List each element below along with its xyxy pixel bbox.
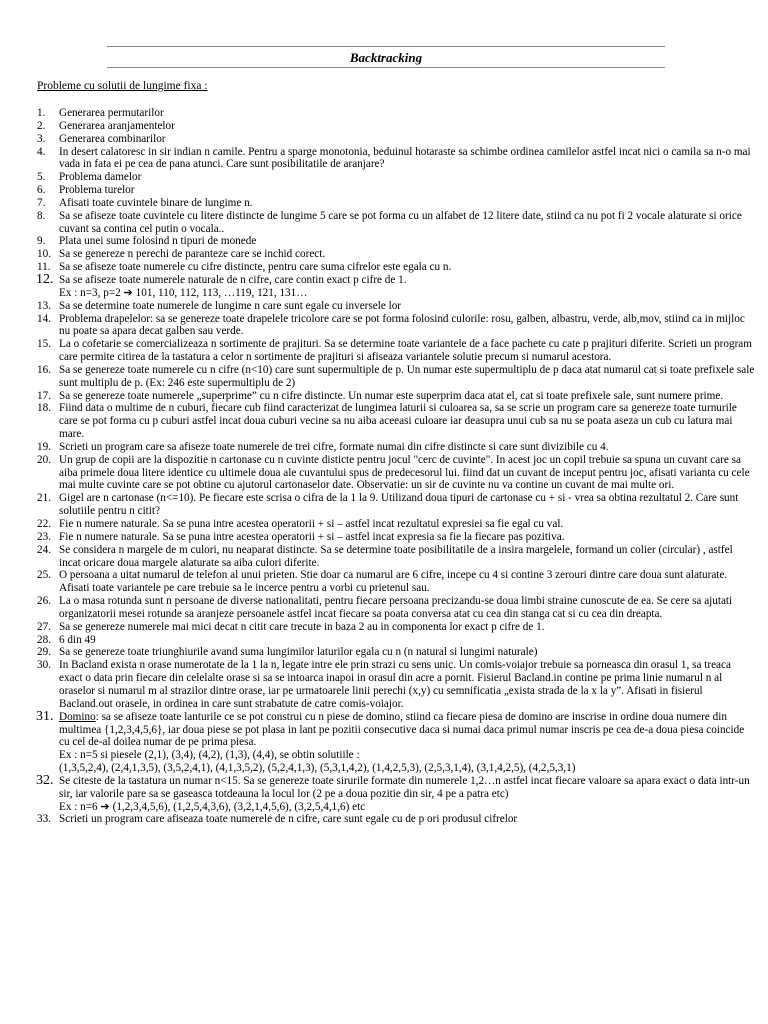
problem-example: Ex : n=3, p=2 ➔ 101, 110, 112, 113, …119, 121, 131… — [59, 286, 308, 299]
problem-text: Sa se genereze n perechi de paranteze care se inchid corect. — [59, 248, 326, 261]
problem-text: Se considera n margele de m culori, nu neaparat distincte. Sa se determine toate posibilitatile de a insira margelele, formand un colier (circular) , astfel incat oricare doua margele alaturate sa aiba culori diferite. — [59, 543, 733, 569]
problem-number: 31. — [36, 708, 54, 724]
problem-label: Domino — [59, 710, 96, 723]
problem-item — [0, 813, 768, 826]
problem-number: 24. — [37, 543, 51, 556]
problem-number: 21. — [37, 492, 51, 505]
problem-number: 1. — [37, 107, 46, 119]
problem-item — [0, 772, 768, 814]
problem-item — [0, 646, 768, 659]
problem-text: Scrieti un program care afiseaza toate numerele de n cifre, care sunt egale cu de p ori produsul cifrelor — [59, 813, 518, 826]
problem-text: La o masa rotunda sunt n persoane de diverse nationalitati, pentru fiecare persoana precizandu-se doua limbi straine cunoscute de ea. Se cere sa ajutati organizatorii mesei rotunde sa aranjeze persoanele astfel incat fiecare sa poata conversa atat cu cea din stanga cat si cu cea din dreapta. — [59, 595, 733, 620]
problem-number: 33. — [37, 813, 51, 826]
problem-number: 15. — [37, 338, 51, 351]
problem-number: 4. — [37, 145, 46, 158]
problem-text: Afisati toate cuvintele binare de lungime n. — [59, 196, 253, 209]
problem-number: 23. — [37, 530, 51, 543]
problem-text: Fie n numere naturale. Sa se puna intre acestea operatorii + si – astfel incat rezultatul expresiei sa fie egal cu val. — [59, 518, 564, 530]
problem-text: In Bacland exista n orase numerotate de la 1 la n, legate intre ele prin strazi cu sens unic. Un comis-voiajor trebuie sa porneasca din orasul 1, sa treaca exact o data prin fiecare din celelalte orase si sa se intoarca inapoi in orasul din acre a pornit. Fisierul Bacland.in contine pe prima linie numarul n al oraselor si numarul m al strazilor dintre orase, iar pe urmatoarele linii perechi (x,y) cu semnificatia „exista strada de la x la y”. Afisati in fisierul Bacland.out orasele, in ordinea in care sunt strabatute de catre comis-voiajor. — [59, 659, 731, 710]
problem-text: Sa se genereze toate triunghiurile avand suma lungimilor laturilor egala cu n (n natural si lungimi naturale) — [59, 646, 538, 659]
problem-number: 30. — [37, 659, 51, 672]
problem-number: 19. — [37, 440, 51, 453]
problem-item — [0, 544, 768, 570]
problem-number: 13. — [37, 299, 51, 312]
problem-number: 6. — [37, 184, 46, 197]
problem-text: Gigel are n cartonase (n<=10). Pe fiecare este scrisa o cifra de la 1 la 9. Utilizand doua tipuri de cartonase cu + si - vrea sa obtina rezultatul 2. Care sunt solutiile pentru n citit? — [59, 492, 739, 518]
problem-text: Plata unei sume folosind n tipuri de monede — [59, 235, 257, 248]
problem-number: 17. — [37, 389, 51, 402]
problem-text: Problema damelor — [59, 171, 142, 184]
problem-text: Generarea aranjamentelor — [59, 119, 175, 132]
problem-item — [0, 184, 768, 197]
problem-text: Generarea combinarilor — [59, 132, 166, 145]
problem-text: Fiind data o multime de n cuburi, fiecare cub fiind caracterizat de lungimea laturii si culoarea sa, sa se scrie un program care sa genereze toate turnurile care se pot forma cu p cuburi astfel incat doua cuburi vecine sa nu aiba aceeasi culoare iar deasupra unui cub sa nu se poata aseza un cub cu latura mai mare. — [59, 402, 737, 441]
problem-item — [0, 171, 768, 184]
problem-text: Problema drapelelor: sa se genereze toate drapelele tricolore care se pot forma folosind culorile: rosu, galben, albastru, verde, alb,mov, stiind ca in mijloc nu poate sa apara decat galben sau verde. — [59, 312, 745, 338]
problem-item — [0, 271, 768, 300]
page-title: Backtracking — [349, 50, 423, 65]
problem-item — [0, 531, 768, 544]
problem-example: Ex : n=5 si piesele (2,1), (3,4), (4,2), (1,3), (4,4), se obtin solutiile : — [59, 749, 360, 762]
problem-item — [0, 120, 768, 133]
problem-number: 20. — [37, 453, 51, 466]
problem-item — [0, 390, 768, 403]
problem-number: 14. — [37, 312, 51, 325]
problem-text: Scrieti un program care sa afiseze toate numerele de trei cifre, formate numai din cifre distincte si care sunt divizibile cu 4. — [59, 440, 609, 453]
problem-number: 27. — [37, 620, 51, 633]
problem-text: 6 din 49 — [59, 633, 96, 646]
problem-number: 7. — [37, 196, 46, 209]
problem-item — [0, 621, 768, 634]
problem-item — [0, 313, 768, 339]
problem-number: 9. — [37, 235, 46, 248]
problem-item — [0, 402, 768, 441]
bottom-rule — [107, 67, 665, 68]
problem-item — [0, 659, 768, 710]
problem-item — [0, 300, 768, 313]
problem-number: 10. — [37, 248, 51, 261]
problem-number: 22. — [37, 518, 51, 530]
problem-text: : sa se afiseze toate lanturile ce se pot construi cu n piese de domino, stiind ca fiecare piesa de domino are inscrise in ordine doua numere din multimea {1,2,3,4,5,6}, iar doua piese se pot plasa in lant pe pozitii consecutive daca si numai daca primul numar inscris pe cea de-a doua piesa coincide cu cel de-al doilea numar de pe prima piesa. — [59, 710, 745, 749]
problem-item — [0, 634, 768, 647]
problem-item — [0, 569, 768, 595]
problem-text: O persoana a uitat numarul de telefon al unui prieten. Stie doar ca numarul are 6 cifre, incepe cu 4 si contine 3 zerouri dintre care doua sunt alaturate. Afisati toate variantele pe care trebuie sa le incerce pentru a vorbi cu prietenul sau. — [59, 569, 728, 595]
problem-item — [0, 197, 768, 210]
problem-item — [0, 492, 768, 518]
problem-number: 28. — [37, 633, 51, 646]
problem-item — [0, 454, 768, 493]
problem-number: 5. — [37, 171, 46, 184]
problem-item — [0, 338, 768, 364]
problem-text: Sa se genereze toate numerele „superprime” cu n cifre distincte. Un numar este superprim daca atat el, cat si toate prefixele sale, sunt numere prime. — [59, 389, 724, 402]
problem-list — [0, 107, 768, 826]
problem-item — [0, 107, 768, 120]
problem-text: Un grup de copii are la dispozitie n cartonase cu n cuvinte disticte pentru jocul "cerc de cuvinte". In acest joc un copil trebuie sa spuna un cuvant care sa aiba primele doua litere identice cu ultimele doua ale cuvantului spus de predecesorul lui. fiind dat un cuvant de inceput pentru joc, afisati varianta cu cele mai multe cuvinte care se pot obtine cu ajutorul cartonaselor date. Observatie: un sir de cuvinte nu va contine un cuvant de mai multe ori. — [59, 453, 750, 492]
problem-number: 26. — [37, 595, 51, 608]
problem-example: (1,3,5,2,4), (2,4,1,3,5), (3,5,2,4,1), (4,1,3,5,2), (5,2,4,1,3), (5,3,1,4,2), (1,4,2,5,3), (2,5,3,1,4), (3,1,4,2,5), (4,2,5,3,1) — [59, 762, 576, 775]
problem-item — [0, 595, 768, 621]
problem-example: Ex : n=6 ➔ (1,2,3,4,5,6), (1,2,5,4,3,6), (3,2,1,4,5,6), (3,2,5,4,1,6) etc — [59, 800, 366, 813]
problem-number: 11. — [37, 261, 51, 274]
problem-item — [0, 261, 768, 274]
problem-item — [0, 133, 768, 146]
problem-text: Sa se genereze toate numerele cu n cifre (n<10) care sunt supermultiple de p. Un numar este supermultiplu de p daca atat numarul cat si toate prefixele sale sunt multiplu de p. (Ex: 246 este supermultiplu de 2) — [59, 363, 755, 389]
problem-number: 18. — [37, 402, 51, 415]
problem-number: 16. — [37, 363, 51, 376]
top-rule — [107, 46, 665, 47]
problem-text: In desert calatoresc in sir indian n camile. Pentru a sparge monotonia, beduinul hotaraste sa schimbe ordinea camilelor astfel incat nici o camila sa n-o mai vada in fata ei pe cea de pana atunci. Care sunt posibilitatile de aranjare? — [59, 145, 751, 171]
problem-item — [0, 364, 768, 390]
problem-item — [0, 708, 768, 775]
problem-number: 25. — [37, 569, 51, 582]
problem-text: Se citeste de la tastatura un numar n<15. Sa se genereze toate sirurile formate din numerele 1,2…n astfel incat fiecare valoare sa apara exact o data intr-un sir, iar valorile pare sa se gaseasca totdeauna la locul lor (2 pe a doua pozitie din sir, 4 pe a patra etc) — [59, 774, 750, 800]
problem-text: Sa se determine toate numerele de lungime n care sunt egale cu inversele lor — [59, 299, 402, 312]
problem-number: 2. — [37, 119, 46, 132]
problem-text: Fie n numere naturale. Sa se puna intre acestea operatorii + si – astfel incat expresia sa fie la fiecare pas pozitiva. — [59, 530, 565, 543]
problem-number: 29. — [37, 646, 51, 659]
problem-number: 3. — [37, 132, 46, 145]
problem-text: Sa se afiseze toate cuvintele cu litere distincte de lungime 5 care se pot forma cu un alfabet de 12 litere date, stiind ca nu pot fi 2 vocale alaturate si orice cuvant sa contina cel putin o vocala.. — [59, 209, 742, 235]
problem-item — [0, 441, 768, 454]
problem-item — [0, 146, 768, 172]
problem-item — [0, 235, 768, 248]
problem-item — [0, 248, 768, 261]
problem-text: Sa se afiseze toate numerele cu cifre distincte, pentru care suma cifrelor este egala cu n. — [59, 261, 452, 274]
problem-text: Sa se afiseze toate numerele naturale de n cifre, care contin exact p cifre de 1. — [59, 273, 407, 286]
problem-text: Generarea permutarilor — [59, 107, 164, 119]
problem-item — [0, 210, 768, 236]
section-subtitle: Probleme cu solutii de lungime fixa : — [37, 80, 208, 92]
problem-item — [0, 518, 768, 531]
problem-number: 32. — [36, 772, 54, 788]
problem-number: 12. — [36, 271, 54, 287]
problem-text: Problema turelor — [59, 184, 135, 197]
problem-text: La o cofetarie se comercializeaza n sortimente de prajituri. Sa se determine toate variantele de a face pachete cu cate p prajituri diferite. Scrieti un program care permite citirea de la tastatura a celor n sortimente de prajituri si afiseaza variantele solutie precum si numarul acestora. — [59, 338, 752, 364]
problem-text: Sa se genereze numerele mai mici decat n citit care trecute in baza 2 au in componenta lor exact p cifre de 1. — [59, 620, 545, 633]
problem-number: 8. — [37, 209, 46, 222]
